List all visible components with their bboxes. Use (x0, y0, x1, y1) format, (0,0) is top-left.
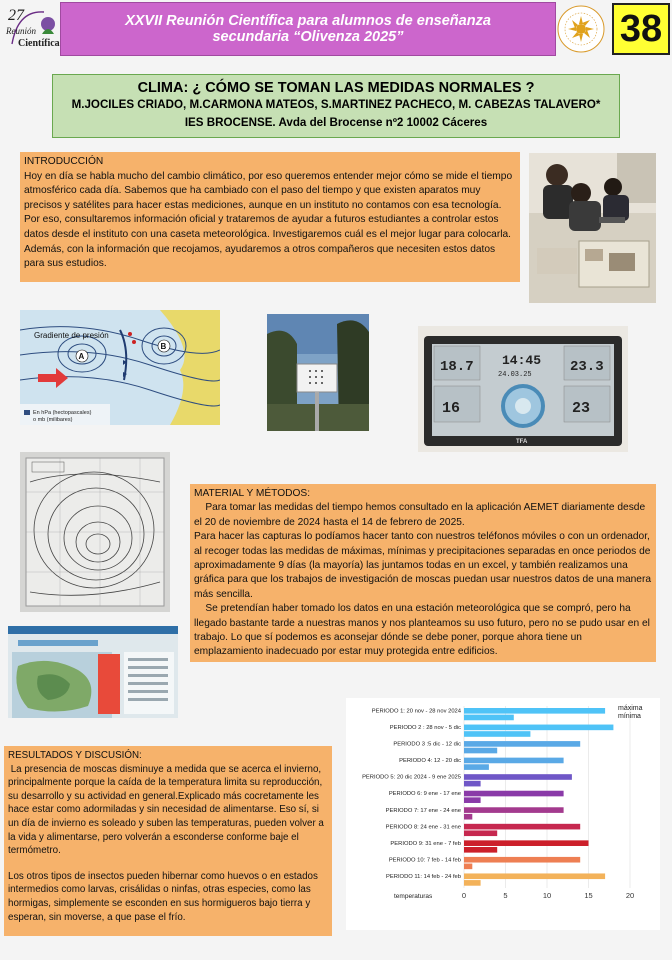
bar-maxima (464, 840, 589, 846)
event-banner (60, 2, 556, 56)
map-low-label: B (160, 342, 167, 351)
category-label: PERIODO 8: 24 ene - 31 ene (385, 824, 461, 831)
bar-minima (464, 764, 489, 770)
map-gradient-label: Gradiente de presión (34, 331, 109, 340)
intro-section (20, 152, 520, 282)
category-label: PERIODO 11: 14 feb - 24 feb (386, 873, 461, 880)
bar-minima (464, 847, 497, 853)
digital-station-photo (418, 326, 628, 452)
lcd-right-top: 23.3 (570, 359, 604, 375)
x-axis-label: temperaturas (394, 893, 433, 900)
bar-maxima (464, 857, 580, 863)
reunion-logo (4, 4, 60, 52)
bar-maxima (464, 807, 564, 813)
banner-line-1: XXVII Reunión Científica para alumnos de enseñanza (125, 13, 491, 29)
authors: M.JOCILES CRIADO, M.CARMONA MATEOS, S.MARTINEZ PACHECO, M. CABEZAS TALAVERO* (71, 98, 601, 111)
category-label: PERIODO 1: 20 nov - 28 nov 2024 (371, 708, 461, 715)
logo-word-1: Reunión (6, 26, 36, 36)
poster-title: CLIMA: ¿ CÓMO SE TOMAN LAS MEDIDAS NORMALES ? (137, 80, 535, 96)
intro-heading: INTRODUCCIÓN (24, 156, 104, 167)
category-label: PERIODO 9: 31 ene - 7 feb (390, 840, 461, 847)
x-tick-label: 0 (461, 891, 467, 900)
students-lab-photo (529, 153, 656, 303)
map-legend-1: En hPa (hectopascales) (33, 410, 92, 416)
banner-line-2: secundaria “Olivenza 2025” (212, 29, 404, 45)
lcd-date: 24.03.25 (498, 371, 532, 379)
map-high-label: A (78, 352, 85, 361)
pressure-map-image (20, 310, 220, 425)
school-seal-logo (556, 4, 606, 54)
methods-heading: MATERIAL Y MÉTODOS: (194, 488, 311, 499)
bar-minima (464, 781, 481, 787)
legend-entry: mínima (618, 713, 641, 720)
lcd-time: 14:45 (502, 353, 542, 368)
category-label: PERIODO 2 : 28 nov - 5 dic (389, 725, 461, 732)
bar-minima (464, 731, 530, 737)
category-label: PERIODO 4: 12 - 20 dic (399, 758, 461, 765)
lcd-right-bottom: 23 (572, 400, 591, 417)
results-paragraph-2: Los otros tipos de insectos pueden hibernar como huevos o en estados intermedios como larvas, crisálidas o ninfas, otras especies, como las hormigas, simplemente se esconden en sus hormigueros bajo tierra y esperan, sin moverse, a que pase el frío. (8, 870, 318, 923)
bar-minima (464, 748, 497, 754)
category-label: PERIODO 3 :5 dic - 12 dic (393, 741, 461, 748)
isobar-chart-image (20, 452, 170, 612)
methods-paragraph-2: Para hacer las capturas lo podíamos hacer tanto con nuestros teléfonos móviles o con un ordenador, al recoger todas las medidas de máximas, mínimas y precipitaciones separadas en once periodos de aproximadamente 9 días (la mayoría) las juntamos todas en un excel, y también realizamos una gráfica para que los trabajos de investigación de moscas puedan usar nuestros datos de una manera más sencilla. (194, 531, 652, 600)
aemet-screen-photo (8, 626, 178, 718)
bar-minima (464, 864, 472, 870)
logo-number: 27 (8, 7, 24, 24)
methods-section (190, 484, 656, 662)
x-tick-label: 5 (503, 891, 508, 900)
poster-number-badge: 38 (612, 3, 670, 55)
results-heading: RESULTADOS Y DISCUSIÓN: (8, 750, 142, 761)
category-label: PERIODO 6: 9 ene - 17 ene (388, 791, 461, 798)
bar-minima (464, 715, 514, 721)
bar-maxima (464, 791, 564, 797)
bar-maxima (464, 758, 564, 764)
results-paragraph-1: La presencia de moscas disminuye a medida que se acerca el invierno, principalmente porque la caída de la temperatura limita su reproducción, su desarrollo y su actividad en general.Explicado más cocretamente les hace estar como adormiladas y sin necesidad de alimentarse. Eso sí, si un día de invierno es soleado y suben las temperaturas, pueden volver a la vida y alimentarse, pero volverán a esconderse conforme baje el termómetro. (8, 763, 327, 857)
bar-maxima (464, 708, 605, 714)
bar-maxima (464, 774, 572, 780)
bar-maxima (464, 824, 580, 830)
category-label: PERIODO 10: 7 feb - 14 feb (388, 857, 461, 864)
bar-minima (464, 814, 472, 820)
bar-minima (464, 797, 481, 803)
bar-minima (464, 830, 497, 836)
weather-shelter-photo (267, 314, 369, 431)
station-brand: TFA (516, 439, 528, 445)
bar-maxima (464, 741, 580, 747)
x-tick-label: 20 (625, 891, 635, 900)
methods-paragraph-3: Se pretendían haber tomado los datos en una estación meteorológica que se compró, pero ha llegado bastante tarde a nuestras manos y nos planteamos su uso futuro, pero no se pudo usar en el trabajo. Lo que sí podemos es aconsejar dónde se debe poner, porque ahora tiene un emplazamiento inadecuado por estar muy protegida entre edificios. (194, 603, 653, 658)
title-box (52, 74, 620, 138)
category-label: PERIODO 5: 20 dic 2024 - 9 ene 2025 (362, 774, 461, 781)
bar-maxima (464, 873, 605, 879)
lcd-left-top: 18.7 (440, 359, 474, 375)
bar-minima (464, 880, 481, 886)
temperature-chart-svg (346, 698, 660, 930)
temperature-chart (346, 698, 660, 930)
x-tick-label: 15 (584, 891, 593, 900)
bar-maxima (464, 725, 613, 731)
legend-entry: máxima (618, 705, 643, 712)
x-tick-label: 10 (542, 891, 552, 900)
institution: IES BROCENSE. Avda del Brocense nº2 10002 Cáceres (184, 116, 488, 129)
intro-body: Hoy en día se habla mucho del cambio climático, por eso queremos entender mejor cómo se mide el tiempo atmosférico cada día. Sabemos que ha cambiado con el paso del tiempo y que existen aparatos muy precisos y satélites para hacer estas mediciones, aunque en un instituto no contamos con esa tecnología. Por eso, consultaremos información oficial y trataremos de ayudar a futuros estudiantes a controlar estos datos desde el instituto con una caseta meteorológica. Investigaremos cuál es el mejor lugar para colocarla. Además, con la información que recojamos, ayudaremos a otros compañeros que necesiten estos datos para sus estudios. (24, 170, 513, 270)
lcd-left-bottom: 16 (442, 400, 461, 417)
logo-word-2: Científica (18, 38, 60, 49)
methods-paragraph-1: Para tomar las medidas del tiempo hemos consultado en la aplicación AEMET diariamente desde el 20 de noviembre de 2024 hasta el 14 de febrero de 2025. (194, 502, 648, 528)
results-section (4, 746, 332, 936)
category-label: PERIODO 7: 17 ene - 24 ene (385, 807, 461, 814)
map-legend-2: o mb (milibares) (33, 417, 73, 423)
